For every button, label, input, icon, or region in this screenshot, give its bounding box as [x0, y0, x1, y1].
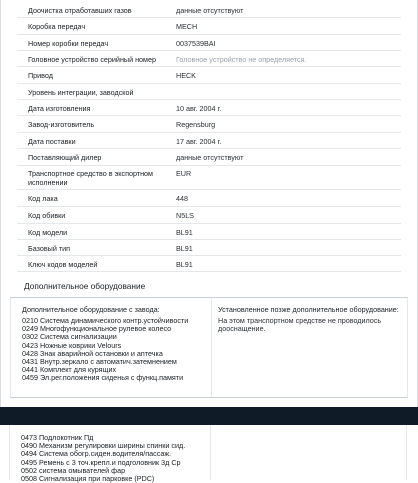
spec-value: 17 авг. 2004 г.	[176, 137, 222, 146]
equipment-item: 0423 Ножные коврики Velours	[22, 340, 122, 350]
retrofit-equipment-text: На этом транспортном средстве не проводилось дооснащение.	[218, 316, 382, 334]
spec-row	[17, 240, 401, 256]
spec-row	[17, 149, 401, 166]
spec-row	[17, 166, 401, 190]
spec-value: 0037539BAI	[176, 39, 216, 48]
equipment-table	[10, 297, 408, 398]
spec-label: Завод-изготовитель	[28, 120, 95, 129]
spec-label: Ключ кодов моделей	[28, 260, 98, 269]
spec-label: Код обивки	[28, 211, 66, 220]
retrofit-equipment-heading: Установленное позже дополнительное оборудование:	[218, 305, 399, 314]
spec-row	[17, 116, 401, 133]
page-separator-band	[0, 407, 418, 425]
spec-row	[17, 190, 401, 207]
spec-value: Regensburg	[176, 120, 216, 129]
equipment-table-continued	[9, 425, 407, 483]
spec-value: 10 авг. 2004 г.	[176, 104, 222, 113]
equipment-item: 0441 Комплект для курящих	[22, 365, 117, 375]
spec-row	[17, 256, 401, 272]
spec-row	[17, 207, 401, 224]
spec-label: Базовый тип	[28, 244, 71, 253]
spec-row	[17, 51, 401, 67]
spec-label: Дата изготовления	[28, 104, 91, 113]
spec-label: Код модели	[28, 228, 68, 237]
equipment-continued-panel	[0, 425, 418, 483]
spec-row	[17, 18, 401, 35]
spec-value: BL91	[176, 260, 193, 269]
equipment-section-title: Дополнительное оборудование	[24, 281, 146, 291]
spec-value: Головное устройство не определяется.	[176, 55, 307, 64]
spec-row	[17, 35, 401, 51]
column-divider	[210, 425, 211, 480]
equipment-item: 0490 Механизм регулировки ширины спинки сид.	[21, 441, 186, 451]
spec-row	[17, 100, 401, 116]
equipment-item: 0459 Эл.рег.положения сиденья с функц.памяти	[22, 373, 184, 383]
equipment-item: 0302 Система сигнализации	[22, 332, 117, 342]
column-divider	[211, 298, 212, 397]
spec-value: HECK	[176, 71, 196, 80]
spec-label: Уровень интеграции, заводской	[28, 88, 134, 97]
spec-label: Поставляющий дилер	[28, 153, 102, 162]
factory-equipment-list-continued	[21, 434, 185, 483]
spec-label: Привод	[28, 71, 53, 80]
factory-equipment-list	[22, 317, 188, 383]
spec-label: Номер коробки передач	[28, 39, 109, 48]
equipment-item: 0494 Система обогр.сиден.водителя/пассаж.	[21, 449, 172, 459]
spec-value: данные отсутствуют	[176, 6, 244, 15]
equipment-item: 0495 Ремень с 3 точ.крепл.и подголовник 3д Ср	[21, 457, 181, 467]
spec-row	[17, 133, 401, 149]
spec-label: Код лака	[28, 194, 58, 203]
spec-value: данные отсутствуют	[176, 153, 244, 162]
spec-label: Транспортное средство в экспортном исполнении	[28, 169, 153, 187]
factory-equipment-heading: Дополнительное оборудование с завода:	[22, 305, 160, 314]
spec-row	[17, 224, 401, 240]
spec-value: 448	[176, 194, 188, 203]
equipment-item: 0428 Знак аварийной остановки и аптечка	[22, 348, 163, 358]
spec-value: MECH	[176, 22, 198, 31]
equipment-item: 0473 Подлокотник Пд	[21, 433, 94, 442]
spec-value: EUR	[176, 169, 192, 178]
equipment-item: 0508 Сигнализация при парковке (PDC)	[21, 474, 155, 483]
spec-label: Доочистка отработавших газов	[28, 6, 132, 15]
spec-label: Коробка передач	[28, 22, 86, 31]
equipment-item: 0502 система омывателей фар	[21, 465, 126, 475]
spec-row	[17, 84, 401, 100]
spec-label: Головное устройство серийный номер	[28, 55, 156, 64]
spec-row	[17, 67, 401, 84]
spec-value: N5LS	[176, 211, 194, 220]
spec-value: BL91	[176, 244, 193, 253]
spec-value: BL91	[176, 228, 193, 237]
equipment-item: 0210 Система динамического контр.устойчивости	[22, 316, 189, 325]
spec-row	[17, 2, 401, 18]
equipment-item: 0249 Многофункциональное рулевое колесо	[22, 324, 172, 334]
spec-label: Дата поставки	[28, 137, 76, 146]
equipment-item: 0431 Внутр.зеркало с автоматич.затемнением	[22, 357, 177, 367]
